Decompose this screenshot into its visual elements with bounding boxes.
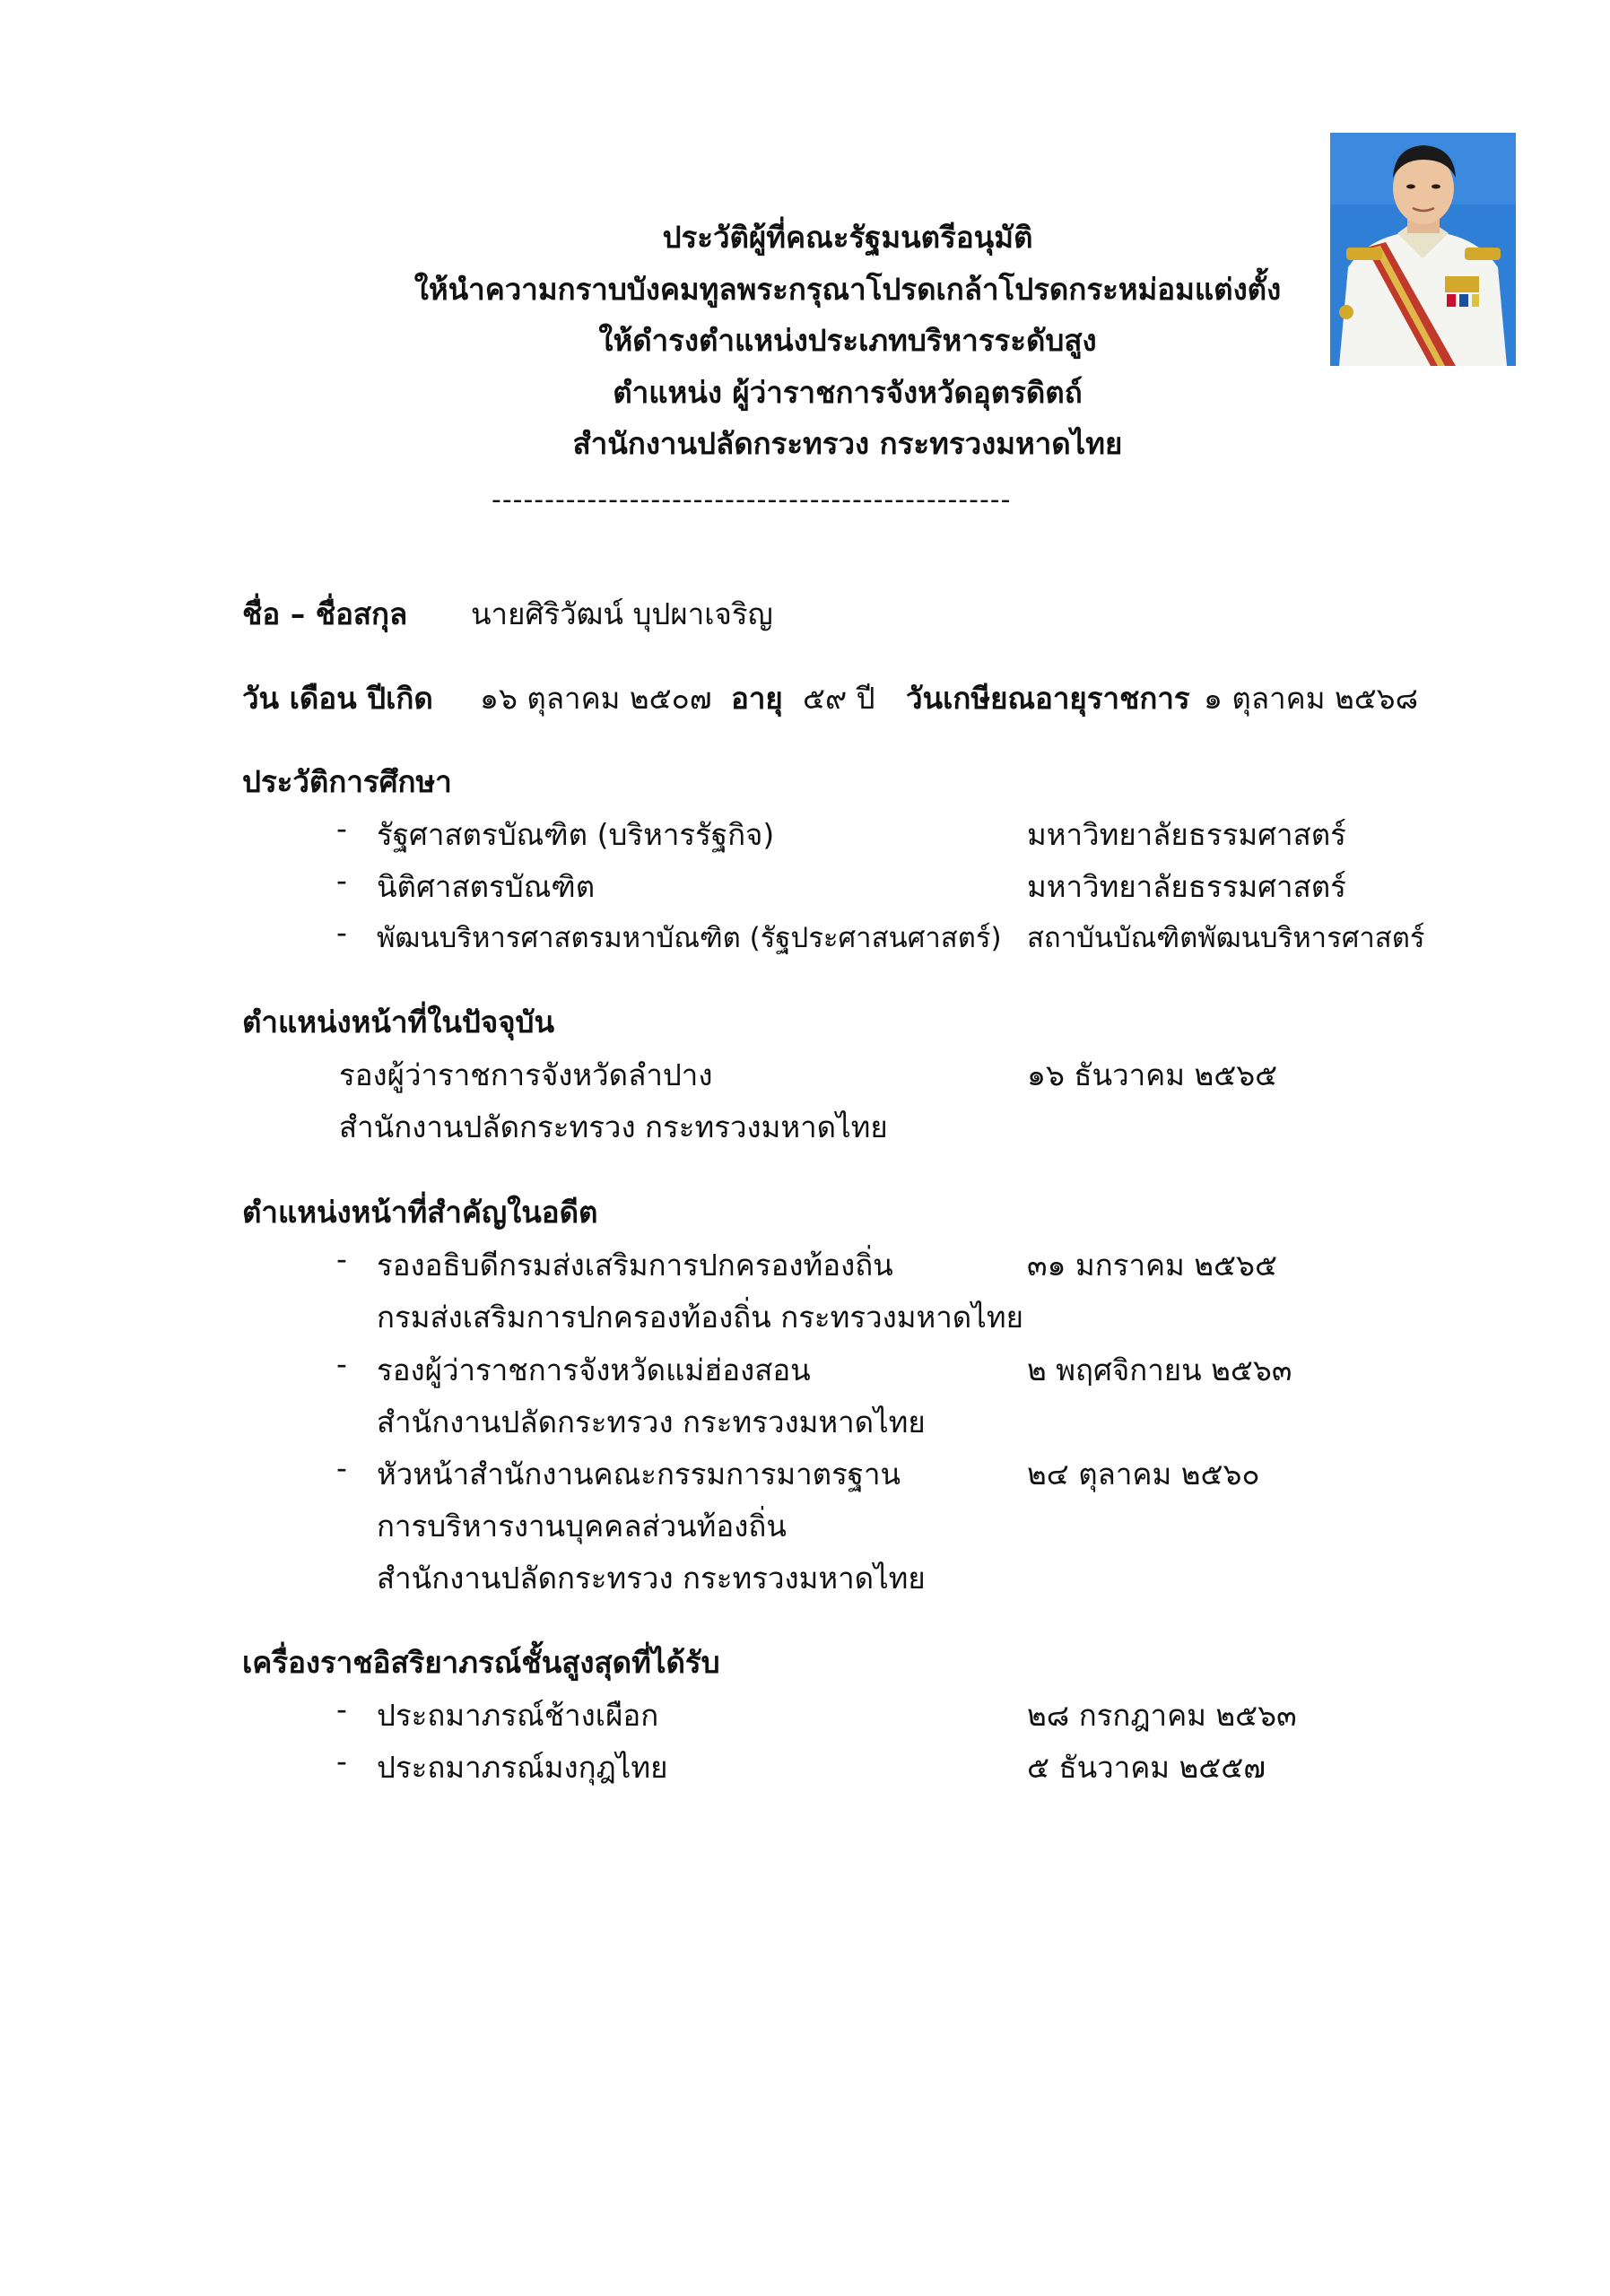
education-heading: ประวัติการศึกษา [242,764,452,799]
decorations-heading: เครื่องราชอิสริยาภรณ์ชั้นสูงสุดที่ได้รับ [242,1645,720,1680]
education-institution: มหาวิทยาลัยธรรมศาสตร์ [1027,817,1346,852]
bullet: - [336,1450,347,1485]
header-line-3: ให้ดำรงตำแหน่งประเภทบริหารระดับสูง [598,323,1097,358]
birth-label: วัน เดือน ปีเกิด [242,681,433,716]
education-institution: มหาวิทยาลัยธรรมศาสตร์ [1027,869,1346,904]
past-position-org: สำนักงานปลัดกระทรวง กระทรวงมหาดไทย [377,1405,926,1439]
bullet: - [336,915,347,950]
bullet: - [336,1241,347,1276]
past-position-date: ๓๑ มกราคม ๒๕๖๕ [1027,1248,1277,1283]
past-position: หัวหน้าสำนักงานคณะกรรมการมาตรฐาน [377,1457,901,1492]
document-header [269,212,1426,470]
header-line-5: สำนักงานปลัดกระทรวง กระทรวงมหาดไทย [572,426,1123,461]
past-position-org: สำนักงานปลัดกระทรวง กระทรวงมหาดไทย [377,1561,926,1596]
education-institution: สถาบันบัณฑิตพัฒนบริหารศาสตร์ [1027,922,1425,954]
name-label: ชื่อ – ชื่อสกุล [242,596,408,631]
age-value: ๕๙ ปี [803,681,875,716]
past-position-org: การบริหารงานบุคคลส่วนท้องถิ่น [377,1509,787,1544]
header-divider: ------------------------------------------------- [492,484,1012,516]
header-line-1: ประวัติผู้ที่คณะรัฐมนตรีอนุมัติ [662,220,1033,255]
bullet: - [336,1744,347,1779]
past-positions-heading: ตำแหน่งหน้าที่สำคัญในอดีต [242,1195,598,1230]
past-position: รองอธิบดีกรมส่งเสริมการปกครองท้องถิ่น [377,1248,893,1283]
past-position-org: กรมส่งเสริมการปกครองท้องถิ่น กระทรวงมหาดไทย [377,1300,1023,1335]
current-position: รองผู้ว่าราชการจังหวัดลำปาง [339,1057,713,1092]
past-position: รองผู้ว่าราชการจังหวัดแม่ฮ่องสอน [377,1352,811,1387]
header-line-2: ให้นำความกราบบังคมทูลพระกรุณาโปรดเกล้าโปรดกระหม่อมแต่งตั้ง [413,271,1282,307]
decoration-date: ๒๘ กรกฎาคม ๒๕๖๓ [1027,1698,1297,1733]
decoration-name: ประถมาภรณ์ช้างเผือก [377,1698,659,1733]
education-degree: พัฒนบริหารศาสตรมหาบัณฑิต (รัฐประศาสนศาสตร์) [377,922,1002,954]
past-position-date: ๒๔ ตุลาคม ๒๕๖๐ [1027,1457,1260,1492]
current-position-org: สำนักงานปลัดกระทรวง กระทรวงมหาดไทย [339,1109,888,1144]
current-position-date: ๑๖ ธันวาคม ๒๕๖๕ [1027,1057,1278,1092]
decoration-date: ๕ ธันวาคม ๒๕๕๗ [1027,1750,1266,1785]
current-position-heading: ตำแหน่งหน้าที่ในปัจจุบัน [242,1004,555,1039]
education-degree: นิติศาสตรบัณฑิต [377,869,596,904]
retire-label: วันเกษียณอายุราชการ [906,681,1190,716]
decoration-name: ประถมาภรณ์มงกุฎไทย [377,1750,668,1785]
past-position-date: ๒ พฤศจิกายน ๒๕๖๓ [1027,1352,1292,1387]
birth-date: ๑๖ ตุลาคม ๒๕๐๗ [480,681,712,716]
name-value: นายศิริวัฒน์ บุปผาเจริญ [471,596,773,631]
education-degree: รัฐศาสตรบัณฑิต (บริหารรัฐกิจ) [377,817,775,852]
bullet: - [336,1692,347,1726]
bullet: - [336,1346,347,1381]
retire-date: ๑ ตุลาคม ๒๕๖๘ [1204,681,1419,716]
header-line-4: ตำแหน่ง ผู้ว่าราชการจังหวัดอุตรดิตถ์ [613,374,1083,410]
bullet: - [336,811,347,846]
bullet: - [336,863,347,898]
age-label: อายุ [731,681,783,716]
